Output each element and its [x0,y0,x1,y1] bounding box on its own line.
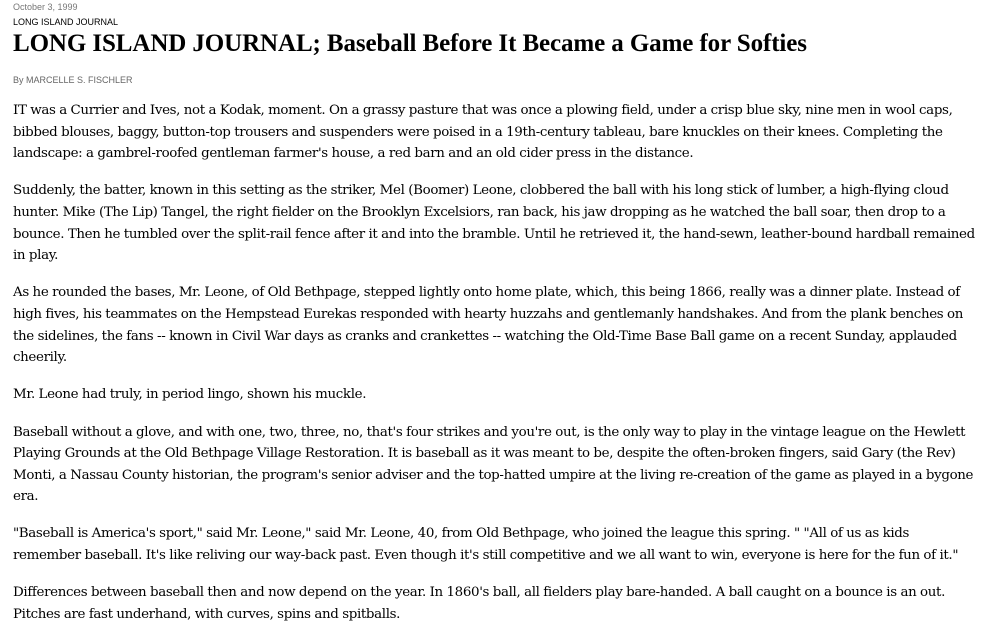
article-headline: LONG ISLAND JOURNAL; Baseball Before It Became a Game for Softies [13,30,807,57]
article-paragraph: Suddenly, the batter, known in this setting as the striker, Mel (Boomer) Leone, clobbered the ball with his long stick of lumber, a high-flying cloud hunter. Mike (The Lip) Tangel, the right fielder on the Brooklyn Excelsiors, ran back, his jaw dropping as he watched the ball soar, then drop to a bounce. Then he tumbled over the split-rail fence after it and into the bramble. Until he retrieved it, the hand-sewn, leather-bound hardball remained in play. [13,183,975,264]
section-label: LONG ISLAND JOURNAL [13,17,119,27]
article-byline: By MARCELLE S. FISCHLER [13,75,133,85]
article-paragraph: Differences between baseball then and now depend on the year. In 1860's ball, all fielders play bare-handed. A ball caught on a bounce is an out. Pitches are fast underhand, with curves, spins and spitballs. [13,585,945,622]
article-paragraph: As he rounded the bases, Mr. Leone, of Old Bethpage, stepped lightly onto home plate, which, this being 1866, really was a dinner plate. Instead of high fives, his teammates on the Hempstead Eurekas responded with hearty huzzahs and gentlemanly handshakes. And from the plank benches on the sidelines, the fans -- known in Civil War days as cranks and crankettes -- watching the Old-Time Base Ball game on a recent Sunday, applauded cheerily. [13,285,964,366]
article-paragraph: Baseball without a glove, and with one, two, three, no, that's four strikes and you're out, is the only way to play in the vintage league on the Hewlett Playing Grounds at the Old Bethpage Village Restoration. It is baseball as it was meant to be, despite the often-broken fingers, said Gary (the Rev) Monti, a Nassau County historian, the program's senior adviser and the top-hatted umpire at the living re-creation of the game as played in a bygone era. [13,424,974,505]
article-page [0,2,991,622]
article-paragraph: IT was a Currier and Ives, not a Kodak, moment. On a grassy pasture that was once a plowing field, under a crisp blue sky, nine men in wool caps, bibbed blouses, baggy, button-top trousers and suspenders were poised in a 19th-century tableau, bare knuckles on their knees. Completing the landscape: a gambrel-roofed gentleman farmer's house, a red barn and an old cider press in the distance. [13,103,953,162]
article-date: October 3, 1999 [13,2,78,12]
article-body [13,100,979,625]
article-paragraph: Mr. Leone had truly, in period lingo, shown his muckle. [13,387,367,403]
article-paragraph: "Baseball is America's sport," said Mr. Leone," said Mr. Leone, 40, from Old Bethpage, who joined the league this spring. " "All of us as kids remember baseball. It's like reliving our way-back past. Even though it's still competitive and we all want to win, everyone is here for the fun of it." [13,526,959,564]
